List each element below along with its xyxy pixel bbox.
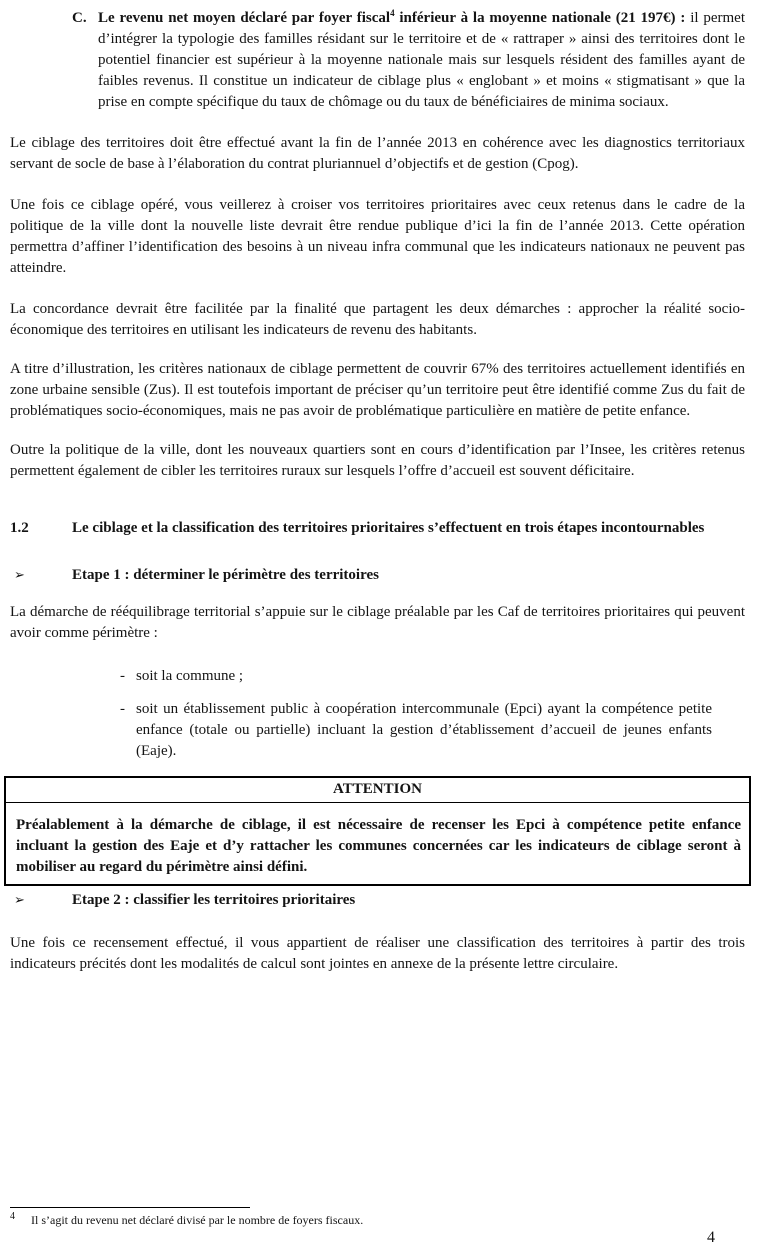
paragraph-zus: A titre d’illustration, les critères nationaux de ciblage permettent de couvrir 67% des territoires actuellement identifiés en zone urbaine sensible (Zus). Il est toutefois important de préciser qu’un territoire peut être identifié comme Zus du fait de problématiques socio-économiques, mais ne pas avoir de problématique particulière en matière de petite enfance. <box>10 361 745 419</box>
step-2-label: Etape 2 : classifier les territoires prioritaires <box>72 892 356 908</box>
dash-bullet-icon: - <box>120 668 125 684</box>
paragraph-politique-ville: Une fois ce ciblage opéré, vous veillerez à croiser vos territoires prioritaires avec ceux retenus dans le cadre de la politique de la ville dont la nouvelle liste devrait être rendue publique d’ici la fin de l’année 2013. Cette opération permettra d’affiner l’identification des besoins à un niveau infra communal que les indicateurs nationaux ne peuvent pas atteindre. <box>10 197 745 276</box>
perimeter-intro: La démarche de rééquilibrage territorial s’appuie sur le ciblage préalable par les Caf de territoires prioritaires qui peuvent avoir comme périmètre : <box>10 604 745 641</box>
step-2-heading <box>10 890 745 911</box>
section-title: Le ciblage et la classification des territoires prioritaires s’effectuent en trois étapes incontournables <box>72 520 705 536</box>
perimeter-option-epci <box>120 699 745 762</box>
closing-paragraph: Une fois ce recensement effectué, il vous appartient de réaliser une classification des territoires à partir des trois indicateurs précités dont les modalités de calcul sont jointes en annexe de la présente lettre circulaire. <box>10 935 745 972</box>
list-item-c <box>72 8 745 113</box>
attention-box-title: ATTENTION <box>6 778 749 803</box>
step-1-label: Etape 1 : déterminer le périmètre des territoires <box>72 567 379 583</box>
footnote-text: Il s’agit du revenu net déclaré divisé par le nombre de foyers fiscaux. <box>31 1213 364 1227</box>
page-number: 4 <box>707 1229 715 1246</box>
arrow-bullet-icon: ➢ <box>14 568 25 583</box>
footnote-area <box>10 1207 745 1228</box>
item-c-title-part2: inférieur à la moyenne nationale (21 197€) : <box>394 10 691 26</box>
arrow-bullet-icon: ➢ <box>14 893 25 908</box>
dash-bullet-icon: - <box>120 701 125 717</box>
footnote-marker: 4 <box>10 1211 15 1222</box>
attention-box-body: Préalablement à la démarche de ciblage, il est nécessaire de recenser les Epci à compétence petite enfance incluant la gestion des Eaje et d’y rattacher les communes concernées car les indicateurs de ciblage seront à mobiliser au regard du périmètre ainsi défini. <box>16 817 741 875</box>
item-c-text: il permet d’intégrer la typologie des familles résidant sur le territoire et de « rattraper » ainsi des territoires dont le potentiel financier est supérieur à la moyenne nationale mais sur lesquels résident des familles ayant de faibles revenus. Il constitue un indicateur de ciblage plus « englobant » et moins « stigmatisant » que la prise en compte spécifique du taux de chômage ou du taux de bénéficiaires de minima sociaux. <box>98 10 745 110</box>
perimeter-option-commune <box>120 666 745 687</box>
section-heading-1-2 <box>10 518 745 539</box>
footnote-ref: 4 <box>390 8 395 18</box>
perimeter-option-text: soit un établissement public à coopération intercommunale (Epci) ayant la compétence petite enfance (totale ou partielle) incluant la gestion d’établissement d’accueil de jeunes enfants (Eaje). <box>136 701 712 759</box>
perimeter-option-text: soit la commune ; <box>136 668 244 684</box>
perimeter-options-list <box>120 666 745 762</box>
paragraph-ciblage-2013: Le ciblage des territoires doit être effectué avant la fin de l’année 2013 en cohérence avec les diagnostics territoriaux servant de socle de base à l’élaboration du contrat pluriannuel d’objectifs et de gestion (Cpog). <box>10 135 745 172</box>
paragraph-concordance: La concordance devrait être facilitée par la finalité que partagent les deux démarches : approcher la réalité socio-économique des territoires en utilisant les indicateurs de revenu des habitants. <box>10 301 745 338</box>
attention-box <box>4 776 751 886</box>
section-number: 1.2 <box>10 520 29 536</box>
step-1-heading <box>10 565 745 586</box>
item-c-body <box>98 8 745 113</box>
item-c-title-part1: Le revenu net moyen déclaré par foyer fiscal <box>98 10 391 26</box>
paragraph-territoires-ruraux: Outre la politique de la ville, dont les nouveaux quartiers sont en cours d’identification par l’Insee, les critères retenus permettent également de cibler les territoires ruraux sur lesquels l’offre d’accueil est souvent déficitaire. <box>10 442 745 479</box>
footnote <box>10 1213 745 1228</box>
footnote-separator <box>10 1207 250 1208</box>
item-c-label: C. <box>72 10 87 26</box>
